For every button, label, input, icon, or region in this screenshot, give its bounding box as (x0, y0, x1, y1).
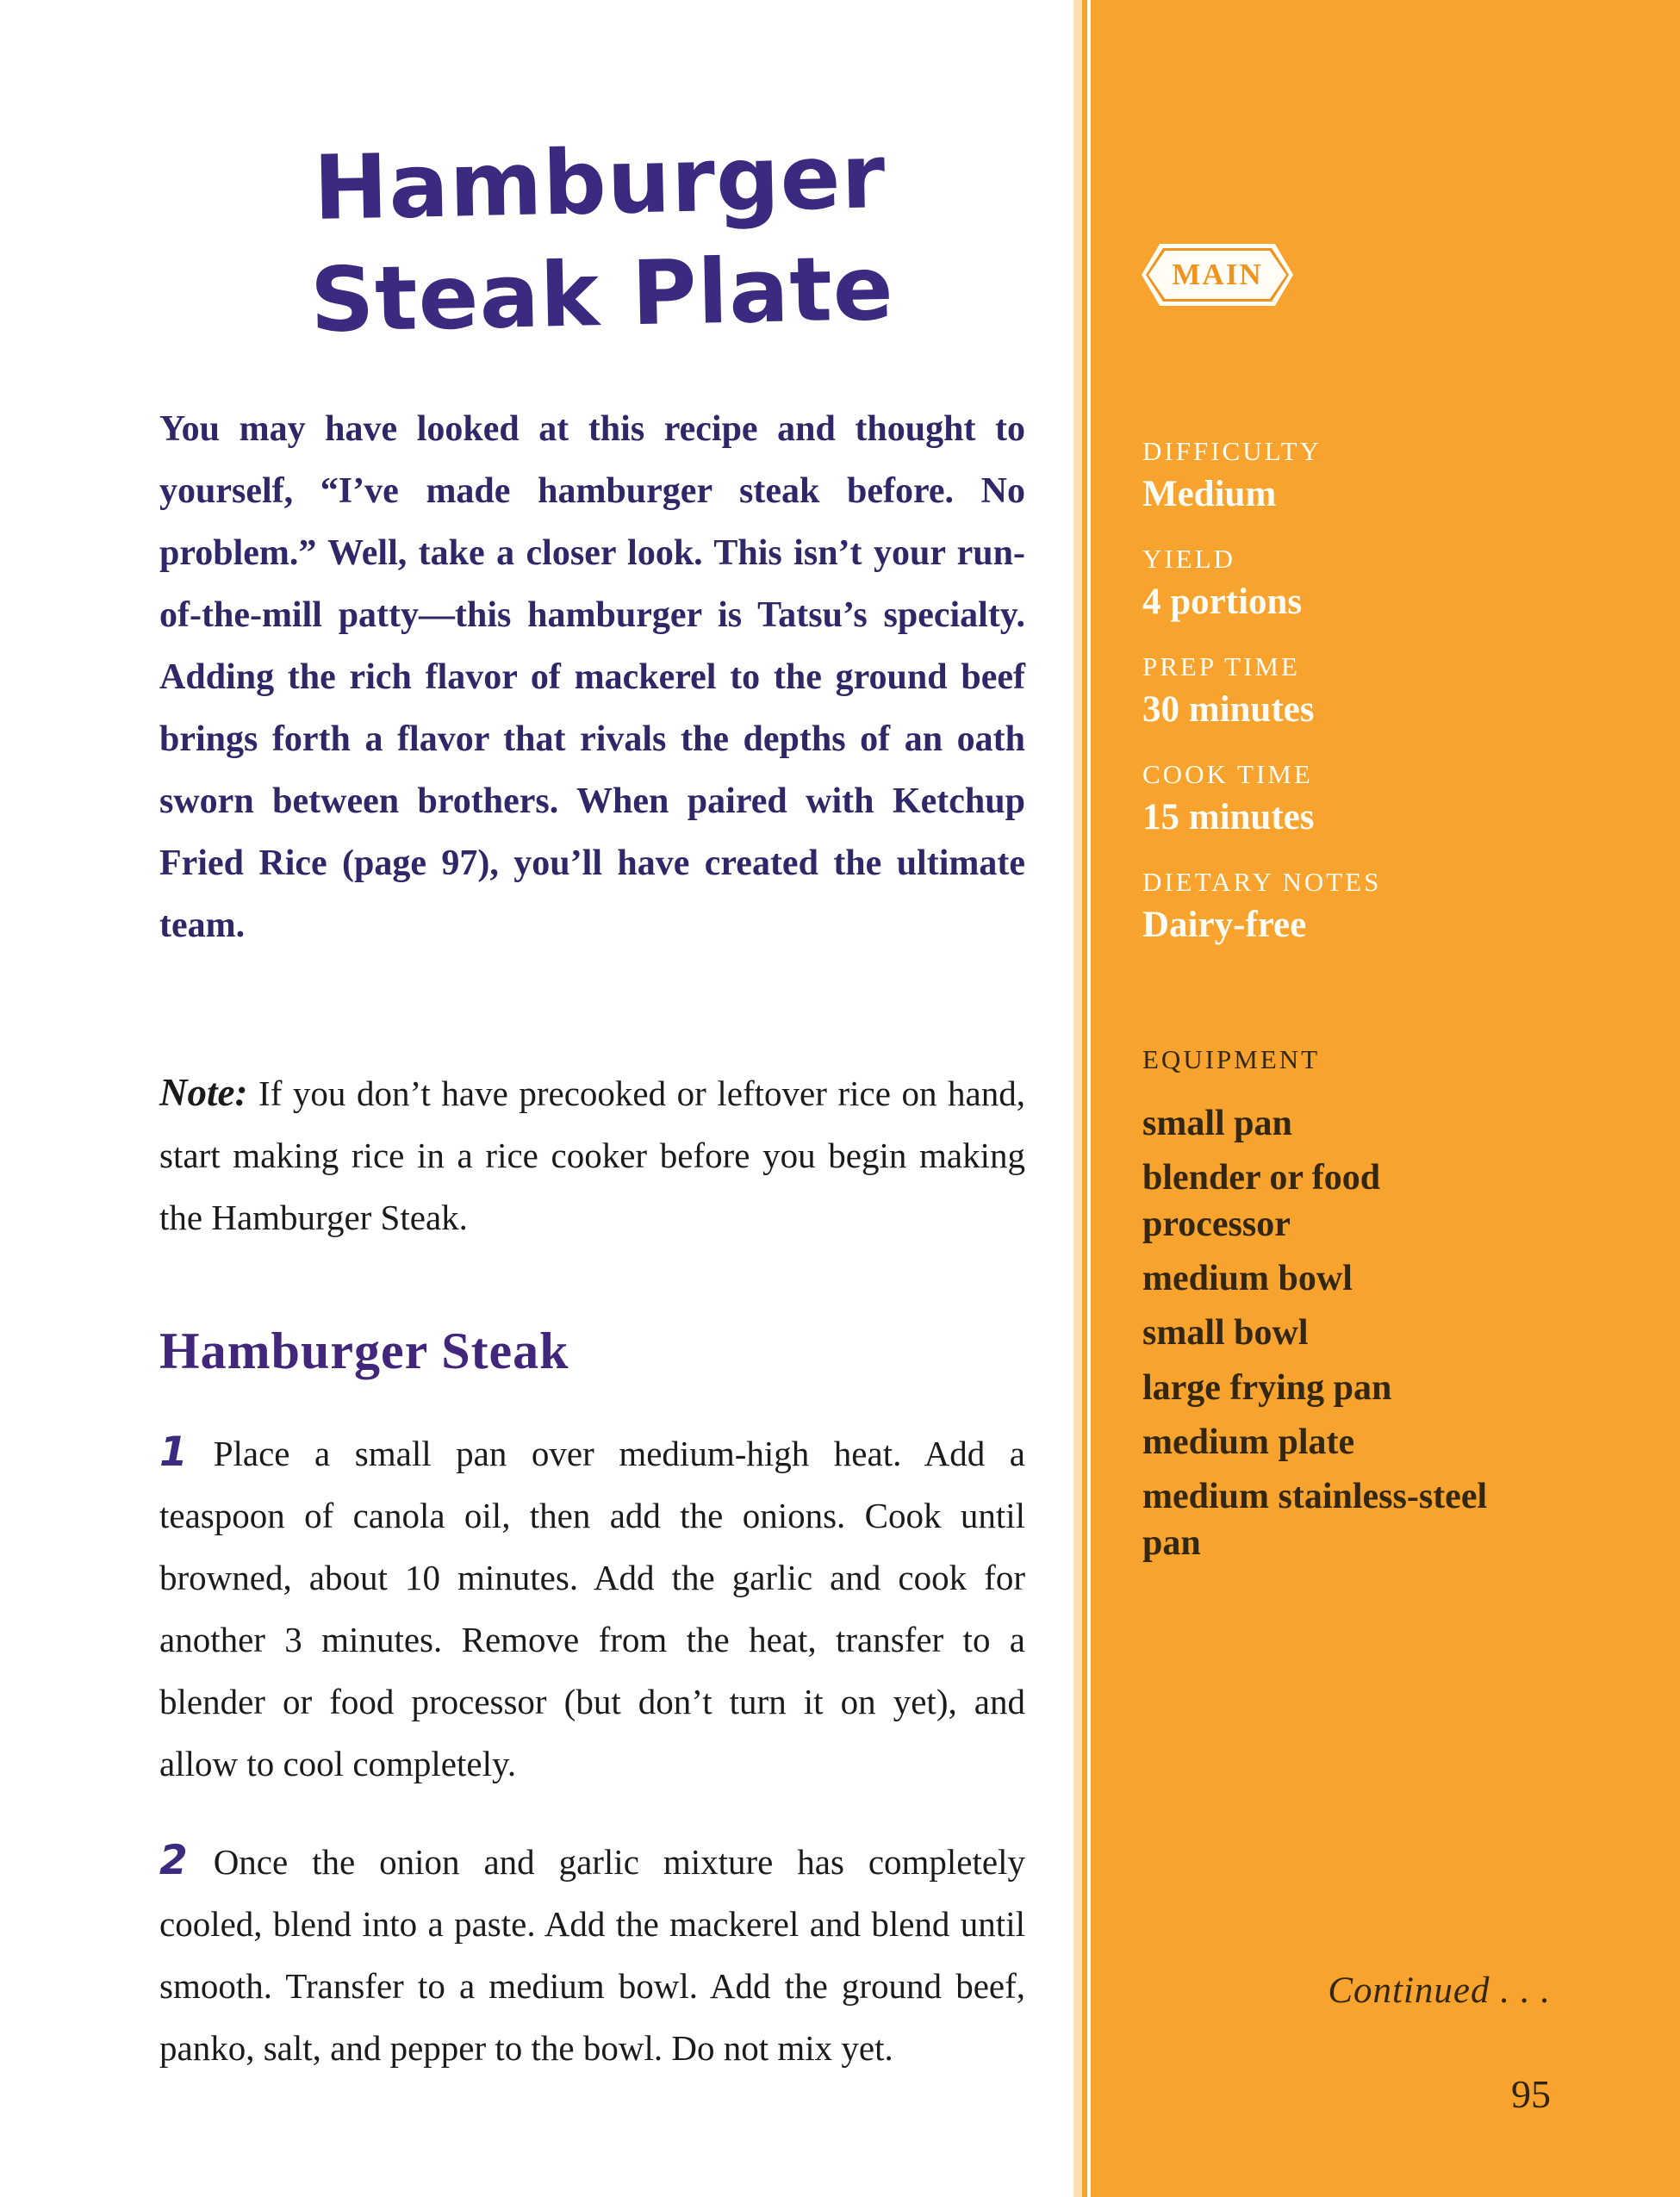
section-heading: Hamburger Steak (159, 1322, 569, 1379)
step-text-2: Once the onion and garlic mixture has completely cooled, blend into a paste. Add the mackerel and blend until smooth. Transfer to a medium bowl. Add the ground beef, panko, salt, and pepper to the bowl. Do not mix yet. (159, 1842, 1025, 2069)
meta-value: 15 minutes (1142, 797, 1315, 837)
page-title-line-2: Steak Plate (308, 236, 895, 352)
meta-row-yield (1142, 544, 1625, 623)
page-number: 95 (1511, 2072, 1551, 2116)
sidebar-edge-cream-stripe (1073, 0, 1082, 2197)
equipment-item: blender or food processor (1142, 1158, 1381, 1244)
equipment-item: large frying pan (1142, 1367, 1392, 1408)
meta-label: YIELD (1142, 544, 1235, 574)
meta-value: Dairy-free (1142, 905, 1307, 945)
intro-paragraph: You may have looked at this recipe and thought to yourself, “I’ve made hamburger steak before. No problem.” Well, take a closer look. This isn’t your run-of-the-mill patty—this hamburger is Tatsu’s specialty. Adding the rich flavor of mackerel to the ground beef brings forth a flavor that rivals the depths of an oath sworn between brothers. When paired with Ketchup Fried Rice (page 97), you’ll have created the ultimate team. (159, 408, 1025, 945)
continued-note: Continued . . . (1328, 1970, 1551, 2011)
meta-row-difficulty (1142, 436, 1625, 515)
meta-label: DIETARY NOTES (1142, 867, 1382, 897)
equipment-item: medium plate (1142, 1422, 1355, 1462)
equipment-list (1142, 1101, 1496, 1566)
equipment-item: small pan (1142, 1104, 1292, 1143)
note-paragraph (159, 1061, 1025, 1248)
meta-label: PREP TIME (1142, 651, 1300, 682)
step-item-2 (159, 1830, 1025, 2079)
meta-row-dietary-notes (1142, 867, 1625, 946)
meta-value: 4 portions (1142, 582, 1303, 622)
note-text: If you don’t have precooked or leftover rice on hand, start making rice in a rice cooker before you begin making the Hamburger Steak. (159, 1073, 1025, 1237)
page-title (183, 119, 1018, 360)
meta-label: DIFFICULTY (1142, 436, 1322, 466)
recipe-meta (1142, 436, 1625, 974)
meta-value: Medium (1142, 474, 1277, 514)
badge-label: MAIN (1172, 258, 1263, 291)
meta-row-prep-time (1142, 651, 1625, 731)
equipment-item: medium stainless-steel pan (1142, 1477, 1488, 1563)
equipment-heading: EQUIPMENT (1142, 1044, 1321, 1074)
equipment-item: medium bowl (1142, 1258, 1353, 1298)
recipe-content-column (159, 0, 1025, 2114)
meta-label: COOK TIME (1142, 759, 1313, 789)
recipe-info-sidebar (1091, 0, 1680, 2197)
step-text-1: Place a small pan over medium-high heat. Add a teaspoon of canola oil, then add the onions. Cook until browned, about 10 minutes. Add the garlic and cook for another 3 minutes. Remove from the heat, transfer to a blender or food processor (but don’t turn it on yet), and allow to cool completely. (159, 1434, 1025, 1784)
main-category-badge (1142, 244, 1293, 306)
step-number-1: 1 (159, 1428, 188, 1477)
meta-value: 30 minutes (1142, 689, 1315, 730)
step-number-2: 2 (159, 1837, 188, 1885)
meta-row-cook-time (1142, 759, 1625, 838)
equipment-section (1142, 1044, 1496, 1575)
note-label: Note: (159, 1070, 248, 1114)
step-item-1 (159, 1422, 1025, 1795)
page-title-line-1: Hamburger (312, 125, 887, 240)
steps-list (159, 1422, 1025, 2079)
equipment-item: small bowl (1142, 1313, 1309, 1354)
